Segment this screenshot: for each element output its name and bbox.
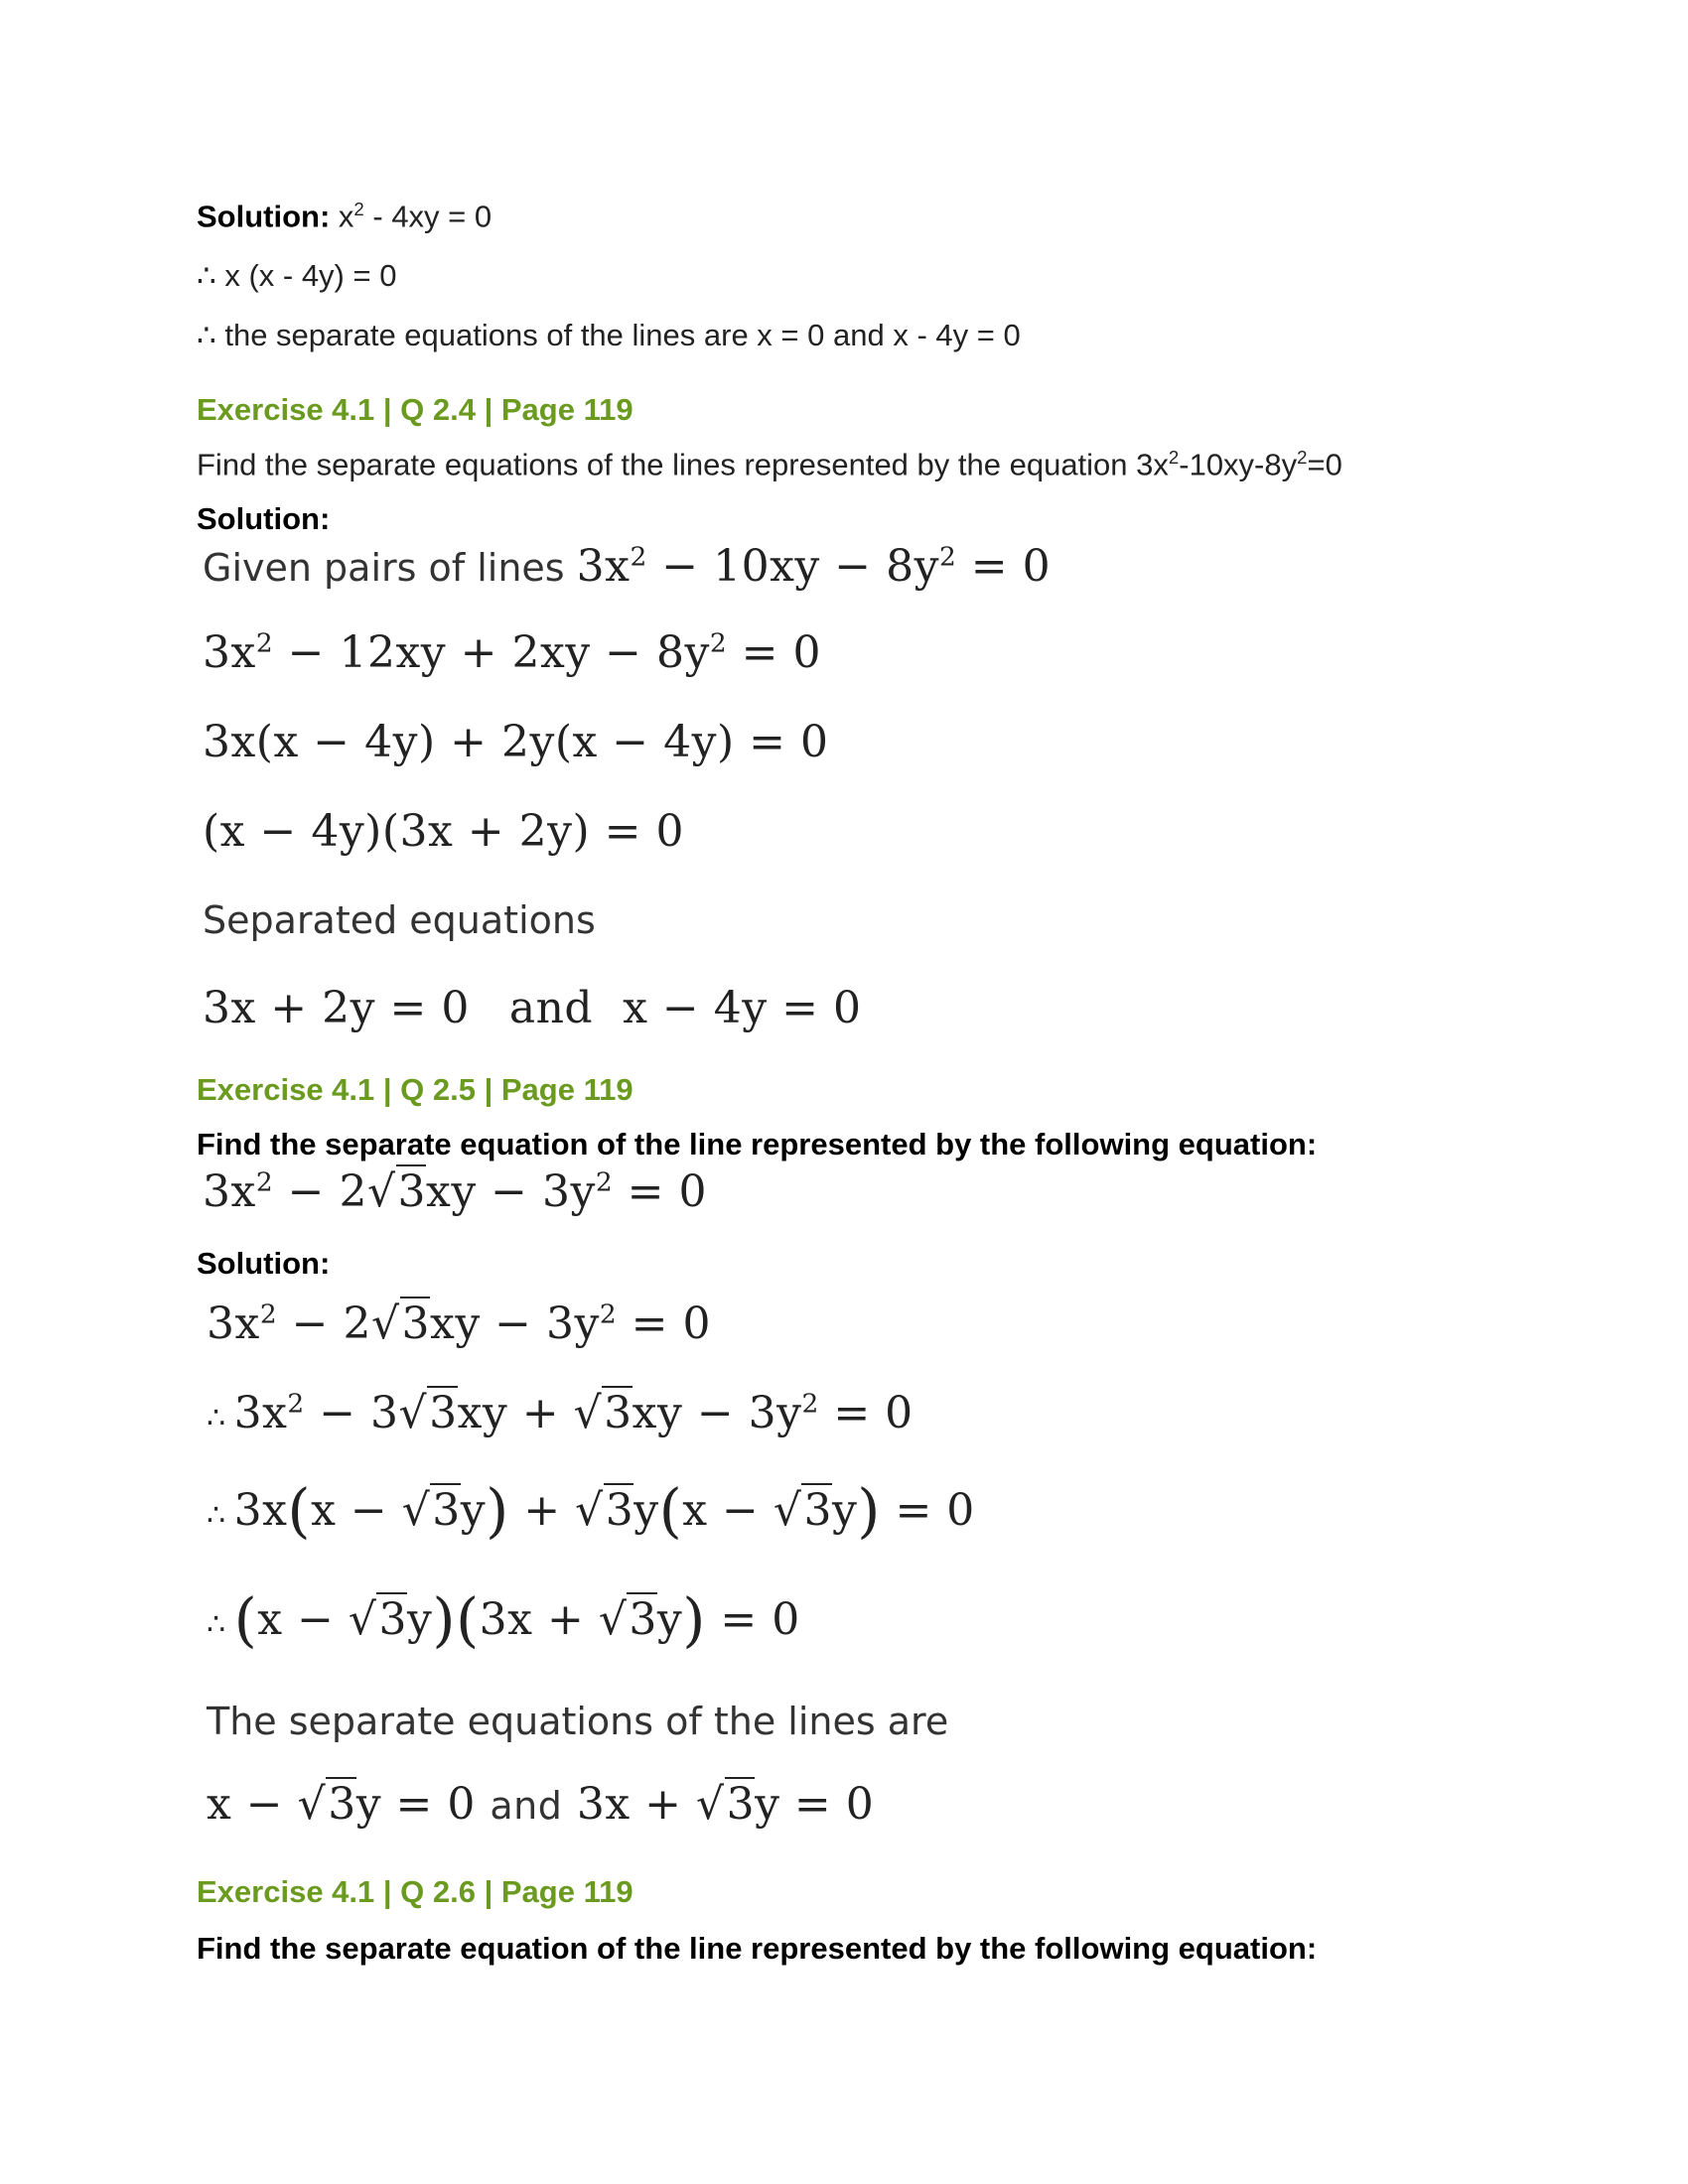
solution-label-2-4: Solution: bbox=[197, 501, 331, 536]
math-line-2-5-b: ∴ $3x^2 - 3√3xy + √3xy - 3y^2 = 0$ bbox=[207, 1388, 914, 1438]
exercise-heading-2-6[interactable]: Exercise 4.1 | Q 2.6 | Page 119 bbox=[197, 1874, 633, 1909]
question-2-5-equation: $3x^2 - 2√3xy - 3y^2 = 0$ bbox=[203, 1166, 708, 1217]
exercise-heading-2-5[interactable]: Exercise 4.1 | Q 2.5 | Page 119 bbox=[197, 1072, 633, 1107]
question-2-4: Find the separate equations of the lines represented by the equation $3x^2-10xy-8y^2=0$ bbox=[197, 447, 1342, 482]
math-line-given: Given pairs of lines $3x^2 - 10xy - 8y^2 = 0$ bbox=[203, 541, 1052, 592]
final-equations-label: The separate equations of the lines are bbox=[207, 1700, 949, 1743]
math-line-4: (x − 4y)(3x + 2y) = 0 bbox=[203, 806, 685, 857]
math-line-5: 3x + 2y = 0 and x − 4y = 0 bbox=[203, 983, 862, 1033]
question-2-5: Find the separate equation of the line represented by the following equation: bbox=[197, 1127, 1318, 1161]
math-line-2-5-c: ∴ 3x(x − √3y) + √3y(x − √3y) = 0 bbox=[207, 1477, 975, 1546]
solution-label-2-5: Solution: bbox=[197, 1246, 331, 1281]
math-line-3: 3x(x − 4y) + 2y(x − 4y) = 0 bbox=[203, 717, 829, 767]
separated-equations-label: Separated equations bbox=[203, 898, 596, 942]
math-line-2-5-a: $3x^2 - 2√3xy - 3y^2 = 0$ bbox=[207, 1298, 712, 1349]
solution-label: Solution: bbox=[197, 199, 331, 234]
solution-line-2: ∴ x (x - 4y) = 0 bbox=[197, 258, 397, 293]
question-2-6: Find the separate equation of the line represented by the following equation: bbox=[197, 1931, 1318, 1966]
exercise-heading-2-4[interactable]: Exercise 4.1 | Q 2.4 | Page 119 bbox=[197, 392, 633, 427]
math-line-2: $3x^2 - 12xy + 2xy - 8y^2 = 0$ bbox=[203, 627, 821, 678]
math-line-2-5-d: ∴ (x − √3y)(3x + √3y) = 0 bbox=[207, 1586, 800, 1655]
solution-line-3: ∴ the separate equations of the lines are x = 0 and x - 4y = 0 bbox=[197, 318, 1021, 352]
math-line-2-5-final: x − √3y = 0 and 3x + √3y = 0 bbox=[207, 1779, 875, 1830]
solution-line-1: Solution: $x^2 - 4xy = 0$ bbox=[197, 199, 492, 234]
